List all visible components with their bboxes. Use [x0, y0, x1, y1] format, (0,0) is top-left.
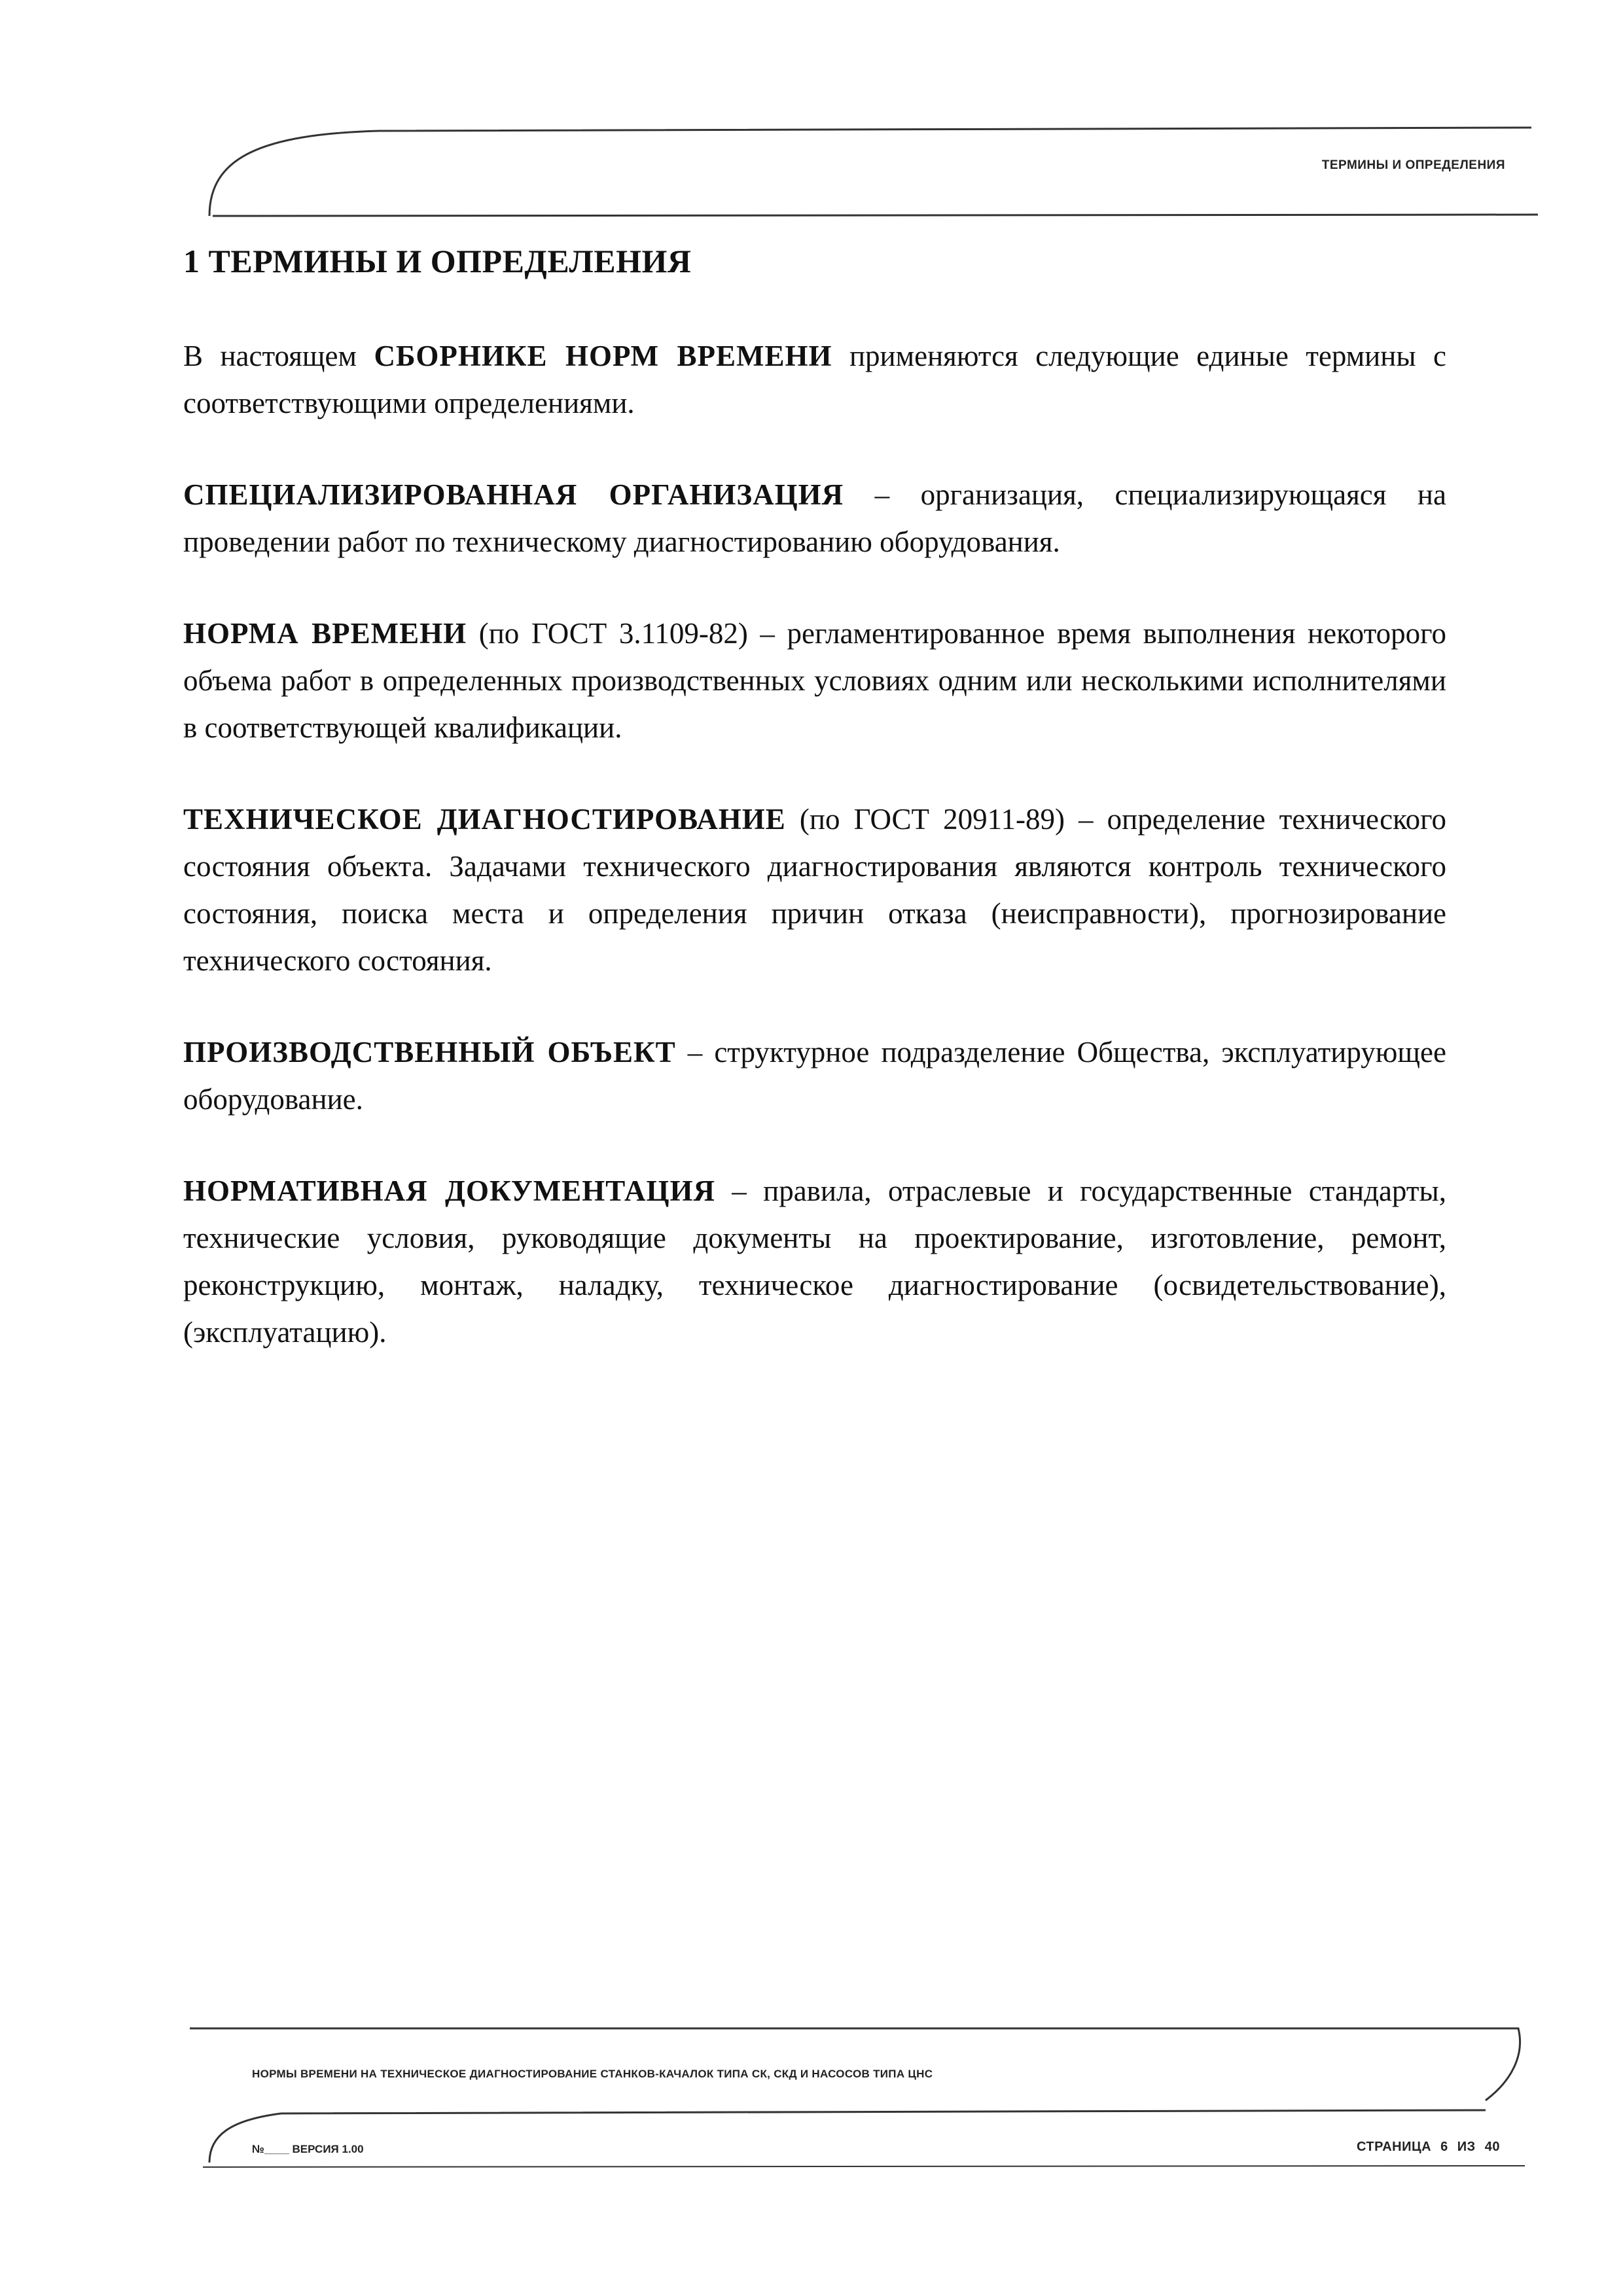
definition-text: (по ГОСТ 20911-89) – определение технического состояния объекта. Задачами технического диагностирования являются контроль технического состояния, поиска места и определения причин отказа (неисправности), прогнозирование технического состояния. — [183, 803, 1446, 977]
definition-technical-diagnostics — [183, 796, 1446, 984]
main-content — [183, 242, 1446, 1400]
definition-production-facility — [183, 1029, 1446, 1123]
definition-text: – организация, специализирующаяся на проведении работ по техническому диагностированию оборудования. — [183, 478, 1446, 558]
definition-specialized-organization — [183, 471, 1446, 565]
section-heading: 1 ТЕРМИНЫ И ОПРЕДЕЛЕНИЯ — [183, 243, 692, 279]
page-total: 40 — [1484, 2140, 1500, 2154]
definition-time-norm — [183, 610, 1446, 751]
intro-before: В настоящем — [183, 340, 374, 372]
definition-text: – правила, отраслевые и государственные стандарты, технические условия, руководящие документы на проектирование, изготовление, ремонт, реконструкцию, монтаж, наладку, техническое диагностирование (освидетельствование), (эксплуатацию). — [183, 1174, 1446, 1349]
footer-document-title: НОРМЫ ВРЕМЕНИ НА ТЕХНИЧЕСКОЕ ДИАГНОСТИРОВАНИЕ СТАНКОВ-КАЧАЛОК ТИПА СК, СКД И НАСОСОВ ТИПА ЦНС — [252, 2068, 933, 2080]
definition-term: НОРМА ВРЕМЕНИ — [183, 617, 467, 650]
header-frame-lines — [183, 118, 1544, 229]
definition-term: СПЕЦИАЛИЗИРОВАННАЯ ОРГАНИЗАЦИЯ — [183, 478, 844, 511]
footer-frame-lines — [183, 2015, 1544, 2172]
definition-term: НОРМАТИВНАЯ ДОКУМЕНТАЦИЯ — [183, 1174, 715, 1207]
page-of: ИЗ — [1457, 2140, 1476, 2154]
footer-version-block — [252, 2143, 364, 2156]
intro-term: СБОРНИКЕ НОРМ ВРЕМЕНИ — [374, 340, 832, 372]
footer-frame — [183, 2015, 1544, 2172]
definition-term: ТЕХНИЧЕСКОЕ ДИАГНОСТИРОВАНИЕ — [183, 803, 786, 836]
page-label: СТРАНИЦА — [1356, 2140, 1432, 2154]
header-title: ТЕРМИНЫ И ОПРЕДЕЛЕНИЯ — [1321, 158, 1505, 172]
definition-term: ПРОИЗВОДСТВЕННЫЙ ОБЪЕКТ — [183, 1036, 676, 1069]
header-frame — [183, 118, 1544, 229]
footer-version: ВЕРСИЯ 1.00 — [292, 2143, 364, 2155]
definition-text: – структурное подразделение Общества, эксплуатирующее оборудование. — [183, 1036, 1446, 1116]
page-current: 6 — [1440, 2140, 1448, 2154]
definition-text: (по ГОСТ 3.1109-82) – регламентированное время выполнения некоторого объема работ в определенных производственных условиях одним или несколькими исполнителями в соответствующей квалификации. — [183, 617, 1446, 744]
intro-after: применяются следующие единые термины с соответствующими определениями. — [183, 340, 1446, 419]
footer-number-label: №____ — [252, 2143, 289, 2155]
definition-normative-documentation — [183, 1167, 1446, 1356]
intro-paragraph — [183, 332, 1446, 427]
footer-page-indicator — [1357, 2140, 1505, 2155]
